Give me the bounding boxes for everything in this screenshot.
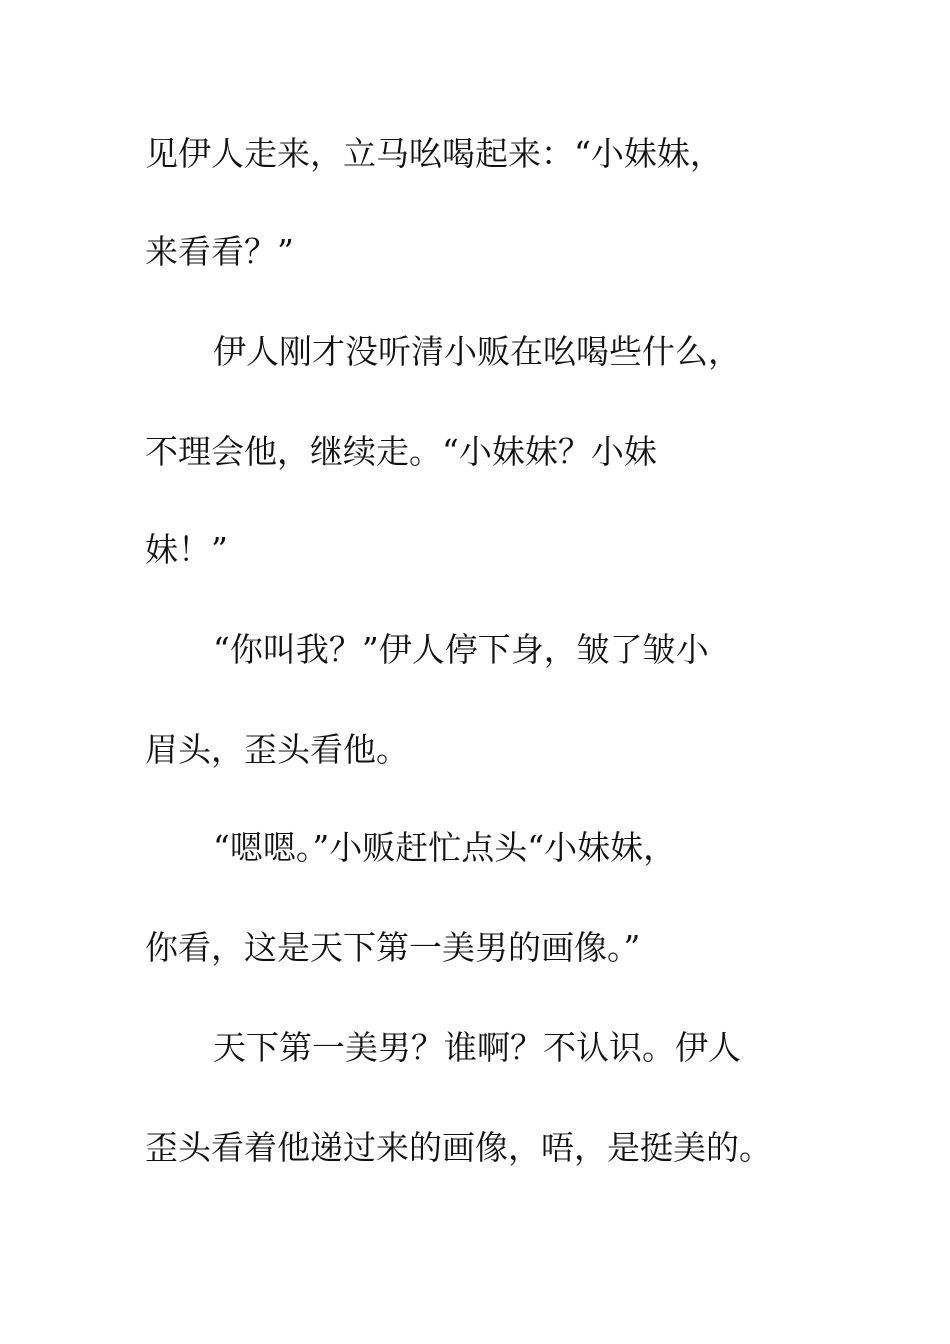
text-line-5: 妹！” (145, 530, 228, 569)
text-line-2: 来看看？” (145, 232, 294, 271)
text-line-3: 伊人刚才没听清小贩在吆喝些什么， (213, 332, 741, 371)
text-line-1: 见伊人走来，立马吆喝起来：“小妹妹， (145, 134, 723, 173)
text-line-9: 你看，这是天下第一美男的画像。” (145, 928, 641, 967)
text-line-8: “嗯嗯。”小贩赶忙点头“小妹妹， (213, 828, 677, 867)
text-line-4: 不理会他，继续走。“小妹妹？小妹 (145, 432, 657, 471)
text-line-6: “你叫我？”伊人停下身，皱了皱小 (213, 630, 709, 669)
text-line-10: 天下第一美男？谁啊？不认识。伊人 (213, 1028, 741, 1067)
text-line-11: 歪头看着他递过来的画像，唔，是挺美的。 (145, 1128, 772, 1167)
text-line-7: 眉头，歪头看他。 (145, 730, 409, 769)
